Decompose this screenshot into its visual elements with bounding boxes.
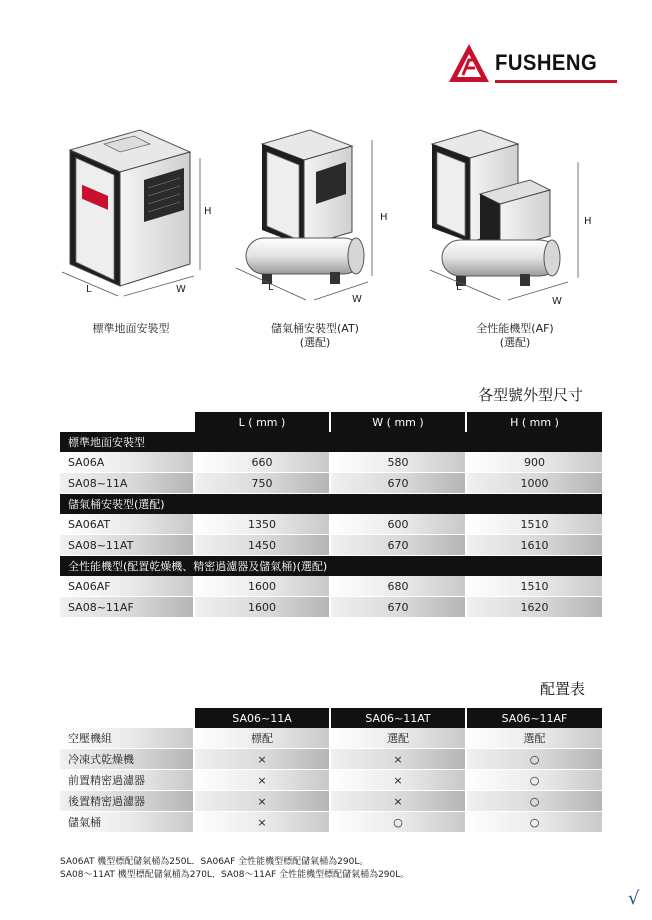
config-cell: × <box>194 812 330 833</box>
l-cell: 1600 <box>194 576 330 597</box>
machine3-w-label: W <box>552 296 562 307</box>
table-row <box>60 812 602 833</box>
machine2-l-label: L <box>268 282 274 293</box>
footnotes <box>60 856 409 882</box>
machine1-h-label: H <box>204 206 212 217</box>
footnote-line: SA06AT 機型標配儲氣桶為250L．SA06AF 全性能機型標配儲氣桶為290L。 <box>60 857 369 867</box>
machine1-l-label: L <box>86 284 92 295</box>
l-cell: 1600 <box>194 597 330 618</box>
h-cell: 1610 <box>466 535 602 556</box>
config-cell: × <box>194 770 330 791</box>
h-cell: 900 <box>466 452 602 473</box>
machine2-w-label: W <box>352 294 362 305</box>
config-col-at: SA06~11AT <box>330 708 466 728</box>
machine-illustrations <box>0 100 652 360</box>
machine1-w-label: W <box>176 284 186 295</box>
machine2-caption <box>250 322 380 350</box>
config-cell: ○ <box>466 749 602 770</box>
model-cell: SA08~11AF <box>60 597 194 618</box>
config-col-a: SA06~11A <box>194 708 330 728</box>
machine2-caption-line2: (選配) <box>299 336 331 349</box>
table-row <box>60 473 602 494</box>
config-cell: 選配 <box>330 728 466 749</box>
dim-group-row <box>60 432 602 452</box>
machine3-caption <box>450 322 580 350</box>
machine-standard <box>62 130 212 296</box>
config-cell: 選配 <box>466 728 602 749</box>
l-cell: 1350 <box>194 514 330 535</box>
machine3-caption-line2: (選配) <box>499 336 531 349</box>
footnote-line: SA08～11AT 機型標配儲氣桶為270L．SA08～11AF 全性能機型標配儲氣桶為290L。 <box>60 870 410 880</box>
config-cell: ○ <box>466 812 602 833</box>
dim-group-label: 標準地面安裝型 <box>60 432 602 452</box>
l-cell: 660 <box>194 452 330 473</box>
config-cell: × <box>330 770 466 791</box>
config-item: 後置精密過濾器 <box>60 791 194 812</box>
dim-group-row <box>60 494 602 515</box>
config-cell: ○ <box>466 770 602 791</box>
model-cell: SA08~11A <box>60 473 194 494</box>
fusheng-logo <box>447 42 617 86</box>
config-header-row <box>60 708 602 728</box>
machine3-caption-line1: 全性能機型(AF) <box>476 322 554 335</box>
l-cell: 750 <box>194 473 330 494</box>
dim-col-h: H ( mm ) <box>466 412 602 432</box>
w-cell: 600 <box>330 514 466 535</box>
machine-tank-mounted <box>236 130 388 305</box>
dimensions-table <box>60 412 602 618</box>
config-cell: ○ <box>466 791 602 812</box>
h-cell: 1510 <box>466 576 602 597</box>
model-cell: SA06AF <box>60 576 194 597</box>
table-row <box>60 749 602 770</box>
dim-col-w: W ( mm ) <box>330 412 466 432</box>
brand-name: FUSHENG <box>495 50 598 75</box>
w-cell: 670 <box>330 597 466 618</box>
model-cell: SA06AT <box>60 514 194 535</box>
model-cell: SA06A <box>60 452 194 473</box>
config-cell: × <box>194 791 330 812</box>
table-row <box>60 597 602 618</box>
table-row <box>60 770 602 791</box>
dim-col-l: L ( mm ) <box>194 412 330 432</box>
config-item: 前置精密過濾器 <box>60 770 194 791</box>
h-cell: 1510 <box>466 514 602 535</box>
l-cell: 1450 <box>194 535 330 556</box>
w-cell: 680 <box>330 576 466 597</box>
config-item: 儲氣桶 <box>60 812 194 833</box>
machine1-caption <box>66 322 196 336</box>
table-row <box>60 452 602 473</box>
handwritten-check-mark: √ <box>628 888 640 909</box>
config-cell: × <box>330 791 466 812</box>
dim-group-row <box>60 556 602 577</box>
fusheng-triangle-icon <box>447 42 491 84</box>
dimensions-header-row <box>60 412 602 432</box>
dimensions-title: 各型號外型尺寸 <box>478 386 584 404</box>
h-cell: 1000 <box>466 473 602 494</box>
machine-full-performance <box>430 130 592 307</box>
w-cell: 580 <box>330 452 466 473</box>
config-cell: ○ <box>330 812 466 833</box>
table-row <box>60 791 602 812</box>
config-item: 空壓機組 <box>60 728 194 749</box>
machine1-caption-line1: 標準地面安裝型 <box>92 322 170 335</box>
dim-group-label: 全性能機型(配置乾燥機、精密過濾器及儲氣桶)(選配) <box>60 556 602 577</box>
dim-group-label: 儲氣桶安裝型(選配) <box>60 494 602 515</box>
w-cell: 670 <box>330 473 466 494</box>
config-table <box>60 708 602 833</box>
config-col-af: SA06~11AF <box>466 708 602 728</box>
brand-underline <box>495 80 617 83</box>
table-row <box>60 535 602 556</box>
machine2-caption-line1: 儲氣桶安裝型(AT) <box>271 322 359 335</box>
machine3-l-label: L <box>456 282 462 293</box>
config-cell: × <box>194 749 330 770</box>
table-row <box>60 514 602 535</box>
machine2-h-label: H <box>380 212 388 223</box>
config-cell: × <box>330 749 466 770</box>
config-item: 冷凍式乾燥機 <box>60 749 194 770</box>
config-title: 配置表 <box>540 680 586 698</box>
table-row <box>60 728 602 749</box>
config-cell: 標配 <box>194 728 330 749</box>
w-cell: 670 <box>330 535 466 556</box>
h-cell: 1620 <box>466 597 602 618</box>
table-row <box>60 576 602 597</box>
model-cell: SA08~11AT <box>60 535 194 556</box>
machine3-h-label: H <box>584 216 592 227</box>
